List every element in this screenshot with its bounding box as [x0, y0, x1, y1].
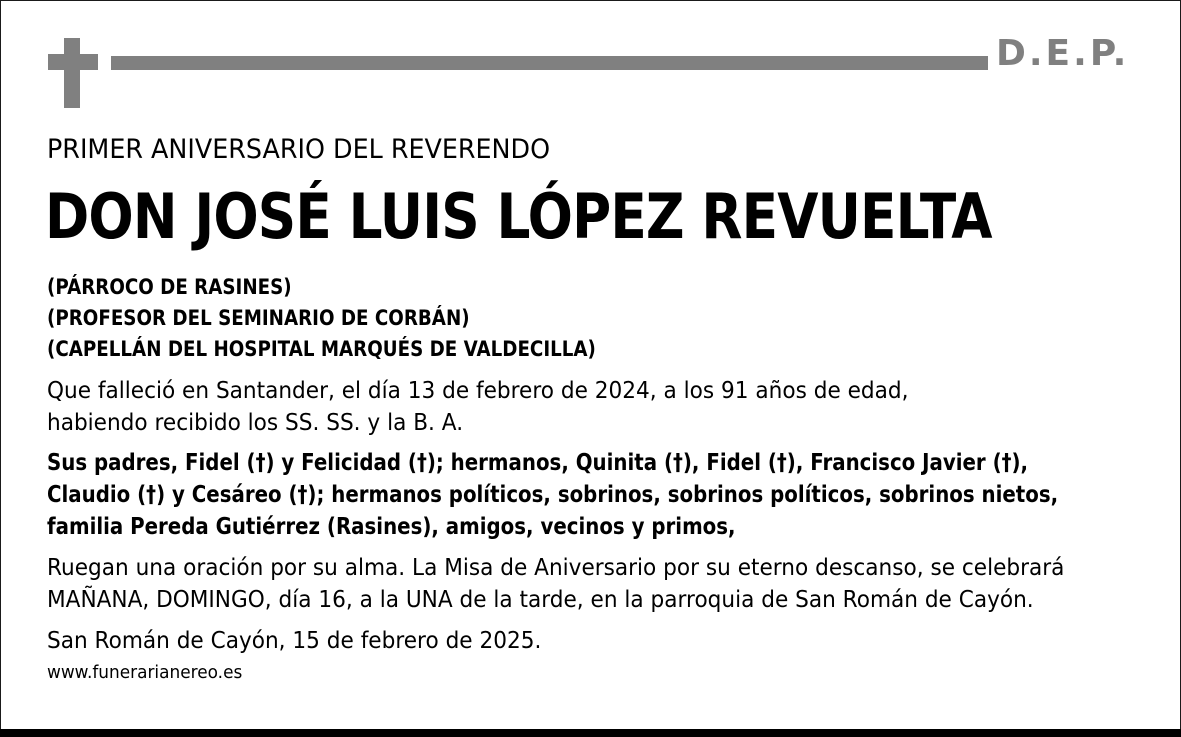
family-line: Claudio (†) y Cesáreo (†); hermanos políticos, sobrinos, sobrinos políticos, sobrinos nietos,	[47, 482, 1059, 508]
mass-notice-line: Ruegan una oración por su alma. La Misa de Aniversario por su eterno descanso, se celebrará	[47, 555, 1065, 581]
death-notice-line: habiendo recibido los SS. SS. y la B. A.	[47, 410, 464, 436]
mass-notice	[47, 552, 1129, 616]
role-line: (PROFESOR DEL SEMINARIO DE CORBÁN)	[47, 306, 470, 330]
latin-cross-icon	[48, 38, 98, 108]
anniversary-subtitle: PRIMER ANIVERSARIO DEL REVERENDO	[47, 134, 551, 165]
bottom-border-bar	[0, 729, 1181, 737]
family-line: familia Pereda Gutiérrez (Rasines), amigos, vecinos y primos,	[47, 514, 736, 540]
death-notice-line: Que falleció en Santander, el día 13 de febrero de 2024, a los 91 años de edad,	[47, 378, 909, 404]
family-mourners	[47, 447, 1181, 543]
mass-notice-line: MAÑANA, DOMINGO, día 16, a la UNA de la tarde, en la parroquia de San Román de Cayón.	[47, 587, 1034, 613]
roles-list	[47, 272, 678, 365]
website-link[interactable]: www.funerarianereo.es	[47, 662, 243, 683]
place-date-line: San Román de Cayón, 15 de febrero de 2025.	[47, 628, 542, 654]
family-line: Sus padres, Fidel (†) y Felicidad (†); hermanos, Quinita (†), Fidel (†), Francisco Javier (†),	[47, 450, 1029, 476]
header-rule	[111, 56, 988, 70]
role-line: (PÁRROCO DE RASINES)	[47, 275, 292, 299]
death-notice	[47, 375, 964, 439]
deceased-name: DON JOSÉ LUIS LÓPEZ REVUELTA	[45, 180, 992, 253]
role-line: (CAPELLÁN DEL HOSPITAL MARQUÉS DE VALDECILLA)	[47, 337, 596, 361]
place-date	[47, 625, 573, 657]
dep-badge: D.E.P.	[996, 33, 1130, 74]
